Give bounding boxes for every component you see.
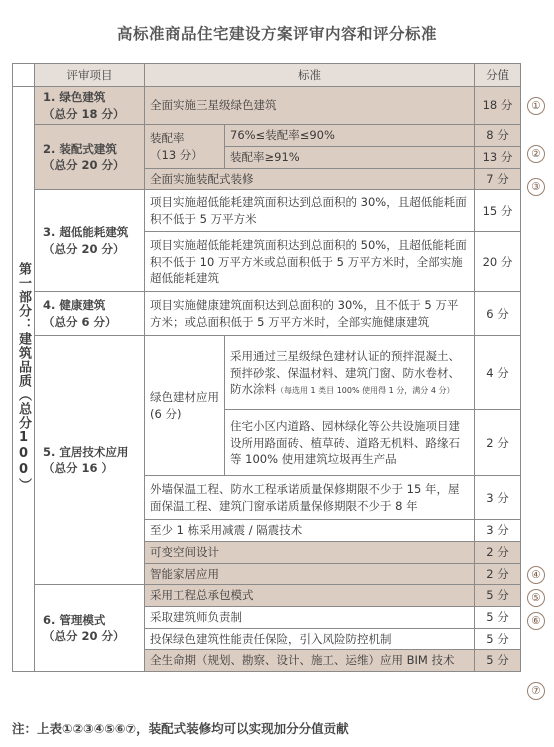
marker-7: ⑦ [527,682,545,700]
header-standard: 标准 [145,64,475,87]
category-name: 2. 装配式建筑 [43,141,117,156]
category-total: （总分 6 分） [43,314,117,329]
standard-cell: 项目实施健康建筑面积达到总面积的 30%，且不低于 5 万平方米；或总面积低于 5 万平方米时，全部实施健康建筑 [145,292,475,336]
table-row [13,292,521,336]
evaluation-table [12,63,521,672]
category-total: （总分 18 分） [43,106,125,121]
category-total: （总分 16 ） [43,461,114,476]
score-cell: 3 分 [475,476,521,520]
footnote: 注：上表①②③④⑤⑥⑦，装配式装修均可以实现加分分值贡献 [12,721,349,736]
standard-cell: 装配率≥91% [225,147,475,169]
category-name: 5. 宜居技术应用 [43,444,129,459]
score-cell: 2 分 [475,542,521,564]
score-cell: 5 分 [475,585,521,607]
score-cell: 3 分 [475,520,521,542]
table-row [13,87,521,125]
category-prefab [35,125,145,190]
table-row [13,190,521,232]
standard-cell: 至少 1 栋采用减震 / 隔震技术 [145,520,475,542]
table-header-row [13,64,521,87]
part-label-cell [13,87,35,672]
standard-cell: 76%≤装配率≤90% [225,125,475,147]
category-ultra [35,190,145,292]
category-name: 6. 管理模式 [43,612,106,627]
sub-label: 绿色建材应用 [150,390,219,405]
table-row [13,125,521,147]
standard-note: （每选用 1 类目 100% 使用得 1 分，满分 4 分） [276,386,455,396]
standard-cell: 住宅小区内道路、园林绿化等公共设施项目建设所用路面砖、植草砖、道路无机料、路缘石等 100% 使用建筑垃圾再生产品 [225,410,475,476]
marker-5: ⑤ [527,589,545,607]
score-cell: 15 分 [475,190,521,232]
table-row [13,336,521,410]
score-cell: 13 分 [475,147,521,169]
category-livable [35,336,145,585]
score-cell: 6 分 [475,292,521,336]
standard-cell: 智能家居应用 [145,563,475,585]
score-cell: 2 分 [475,563,521,585]
score-cell: 5 分 [475,650,521,672]
header-item: 评审项目 [35,64,145,87]
sub-label-material [145,336,225,476]
marker-1: ① [527,97,545,115]
marker-2: ② [527,145,545,163]
sub-label-score: (6 分) [150,406,182,421]
standard-cell: 采取建筑师负责制 [145,607,475,629]
sub-label: 装配率 [150,130,185,145]
score-cell: 18 分 [475,87,521,125]
score-cell: 2 分 [475,410,521,476]
standard-cell: 全面实施三星级绿色建筑 [145,87,475,125]
part-label: 第一部分：建筑品质（总分100） [16,261,31,492]
page-title: 高标准商品住宅建设方案评审内容和评分标准 [116,25,437,43]
marker-6: ⑥ [527,612,545,630]
category-health [35,292,145,336]
category-total: （总分 20 分） [43,629,125,644]
header-score: 分值 [475,64,521,87]
score-cell: 5 分 [475,628,521,650]
marker-4: ④ [527,566,545,584]
category-name: 4. 健康建筑 [43,298,106,313]
standard-cell: 项目实施超低能耗建筑面积达到总面积的 50%，且超低能耗面积不低于 10 万平方米或总面积低于 5 万平方米时，全部实施超低能耗建筑 [145,232,475,292]
score-cell: 7 分 [475,168,521,190]
standard-text: 采用通过三星级绿色建材认证的预拌混凝土、预拌砂浆、保温材料、建筑门窗、防水卷材、防水涂料 [230,348,460,397]
table-row [13,585,521,607]
score-cell: 8 分 [475,125,521,147]
score-cell: 4 分 [475,336,521,410]
category-mgmt [35,585,145,672]
standard-cell [225,336,475,410]
standard-cell: 全面实施装配式装修 [145,168,475,190]
category-green [35,87,145,125]
standard-cell: 可变空间设计 [145,542,475,564]
sub-label-rate [145,125,225,168]
standard-cell: 采用工程总承包模式 [145,585,475,607]
category-name: 1. 绿色建筑 [43,90,106,104]
category-total: （总分 20 分） [43,241,125,256]
category-total: （总分 20 分） [43,158,125,173]
sub-label-score: （13 分） [150,147,203,162]
score-cell: 5 分 [475,607,521,629]
standard-cell: 全生命期（规划、勘察、设计、施工、运维）应用 BIM 技术 [145,650,475,672]
category-name: 3. 超低能耗建筑 [43,225,129,240]
marker-3: ③ [527,178,545,196]
standard-cell: 项目实施超低能耗建筑面积达到总面积的 30%，且超低能耗面积不低于 5 万平方米 [145,190,475,232]
score-cell: 20 分 [475,232,521,292]
header-blank [13,64,35,87]
standard-cell: 投保绿色建筑性能责任保险，引入风险防控机制 [145,628,475,650]
standard-cell: 外墙保温工程、防水工程承诺质量保修期限不少于 15 年，屋面保温工程、建筑门窗承诺质量保修期限不少于 8 年 [145,476,475,520]
